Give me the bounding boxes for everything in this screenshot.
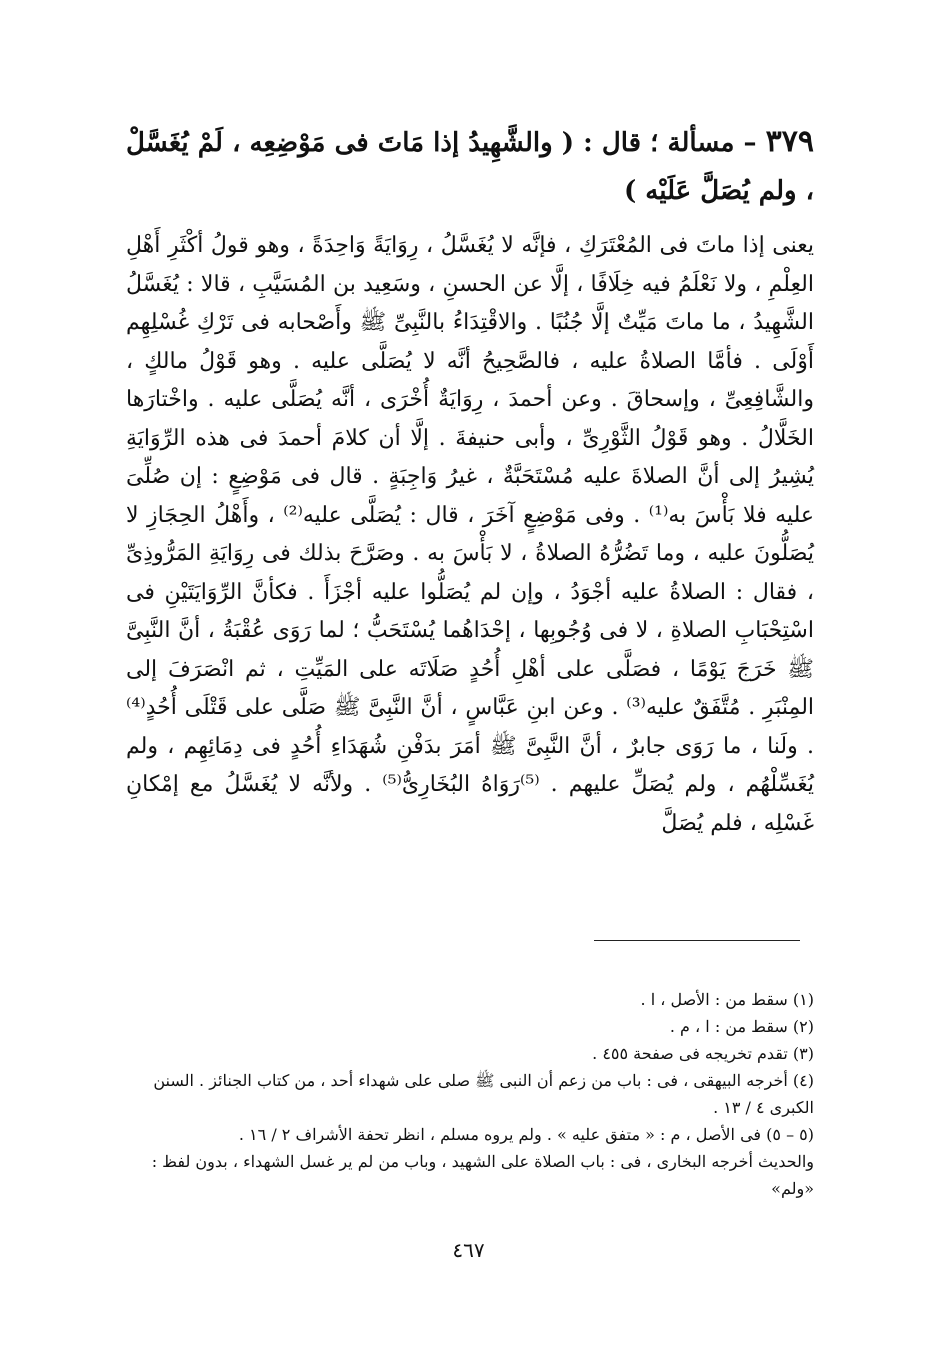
body-line: مُتَّفَقٌ عليه⁽³⁾ . وعن ابنِ عَبَّاسٍ ، أنَّ النَّبِىَّ ﷺ صَلَّى على قَتْلَى أُحُدٍ⁽⁴⁾ . ولَنا ، ما bbox=[126, 695, 814, 759]
body-paragraph bbox=[126, 227, 814, 843]
body-line: يُصَلِّ عليهم . ⁽⁵⁾رَوَاهُ البُخَارِىُّ⁽⁵⁾ . ولأنَّه لا يُغَسَّلُ مع إمْكانِ غَسْلِه ، فلم يُصَلَّ bbox=[126, 772, 814, 836]
footnote: والحديث أخرجه البخارى ، فى : باب الصلاة على الشهيد ، وباب من لم ير غسل الشهداء ، بدون لفظ : «ولم» bbox=[151, 1152, 814, 1198]
page-number: ٤٦٧ bbox=[452, 1238, 485, 1262]
footnote: (٣) تقدم تخريجه فى صفحة ٤٥٥ . bbox=[592, 1044, 814, 1063]
body-line: رَوَى جابرٌ ، أنَّ النَّبِىَّ ﷺ أمَرَ بدَفْنِ شُهَدَاءِ أُحُدٍ فى دِمَائِهِم ، ولم يُغَسِّلْهُم ، ولم bbox=[126, 733, 815, 797]
body-line: الصلاةُ عليه أجْوَدُ ، وإن لم يُصَلُّوا عليه أجْزَأَ . فكأنَّ الرِّوَايَتَيْنِ فى اسْتِحْبَابِ bbox=[126, 579, 814, 643]
body-line: أَوْلَى . فأمَّا الصلاةُ عليه ، فالصَّحِيحُ أنَّه لا يُصَلَّى عليه . وهو قَوْلُ مالكٍ ، bbox=[126, 348, 814, 374]
footnote: (٤) أخرجه البيهقى ، فى : باب من زعم أن النبى ﷺ صلى على شهداء أحد ، من كتاب الجنائز . السنن الكبرى ٤ / ١٣ . bbox=[153, 1071, 814, 1117]
body-line: الشَّهِيدُ ، ما ماتَ مَيِّتٌ إلَّا جُنُبًا . والاقْتِدَاءُ بالنَّبِىِّ ﷺ وأَصْحابه فى تَرْكِ غُسْلِهِم bbox=[126, 310, 814, 335]
footnote: (١) سقط من : الأصل ، ا . bbox=[640, 990, 814, 1009]
issue-heading bbox=[126, 118, 814, 215]
body-line: الصلاةِ ، لا فى وُجُوبِها ، إحْدَاهُما يُسْتَحَبُّ ؛ لما رَوَى عُقْبَةُ ، أنَّ النَّبِىَّ ﷺ bbox=[126, 618, 814, 682]
body-line: خَرَجَ يَوْمًا ، فصَلَّى على أهْلِ أُحُدٍ صَلَاتَه على المَيِّتِ ، ثم انْصَرَفَ إلى المِنْبَرِ . bbox=[126, 656, 815, 720]
body-line: إلى أنَّ الصلاةَ عليه مُسْتَحَبَّةٌ ، غيرُ وَاجِبَةٍ . قال فى مَوْضِعٍ : إن صُلِّىَ عليه فلا bbox=[126, 464, 814, 528]
footnotes bbox=[126, 986, 814, 1202]
body-line: العِلْمِ ، ولا نَعْلَمُ فيه خِلَافًا ، إلَّا عن الحسنِ ، وسَعِيد بن المُسَيَّبِ ، قالا : يُغَسَّلُ bbox=[126, 271, 814, 297]
issue-number: ٣٧٩ bbox=[765, 124, 814, 159]
body-line: يعنى إذا ماتَ فى المُعْتَرَكِ ، فإنَّه لا يُغَسَّلُ ، رِوَايَةً وَاحِدَةً ، وهو قولُ أكْثَرِ أَهْلِ bbox=[126, 233, 814, 258]
body-line: الخَلَّالُ . وهو قَوْلُ الثَّوْرِىِّ ، وأبى حنيفةَ . إلَّا أن كلامَ أحمدَ فى هذه الرِّوَايَةِ يُشِيرُ bbox=[126, 425, 814, 489]
main-text bbox=[126, 118, 814, 843]
body-line: عليه ، وما تَضُرُّهُ الصلاةُ ، لا بَأْسَ به . وصَرَّحَ بذلك فى رِوَايَةِ المَرُّوذِىِّ ، فقال : bbox=[126, 541, 815, 605]
body-line: والشَّافِعِىِّ ، وإسحاقَ . وعن أحمدَ ، رِوَايَةٌ أُخْرَى ، أنَّه يُصَلَّى عليه . واخْتارَها bbox=[126, 387, 814, 412]
footnote: (٥ – ٥) فى الأصل ، م : « متفق عليه » . ولم يروه مسلم ، انظر تحفة الأشراف ٢ / ١٦ . bbox=[238, 1125, 814, 1144]
footnote: (٢) سقط من : ا ، م . bbox=[669, 1017, 814, 1036]
issue-title: – مسألة ؛ قال : ( والشَّهِيدُ إذا مَاتَ فى مَوْضِعِه ، لَمْ يُغَسَّلْ ، ولم يُصَلَّ عَلَيْه ) bbox=[126, 128, 814, 206]
footnote-divider bbox=[594, 940, 800, 941]
body-line: بَأْسَ به⁽¹⁾ . وفى مَوْضِعٍ آخَرَ ، قال : يُصَلَّى عليه⁽²⁾ ، وأَهْلُ الحِجَازِ لا يُصَلُّونَ bbox=[126, 502, 814, 566]
